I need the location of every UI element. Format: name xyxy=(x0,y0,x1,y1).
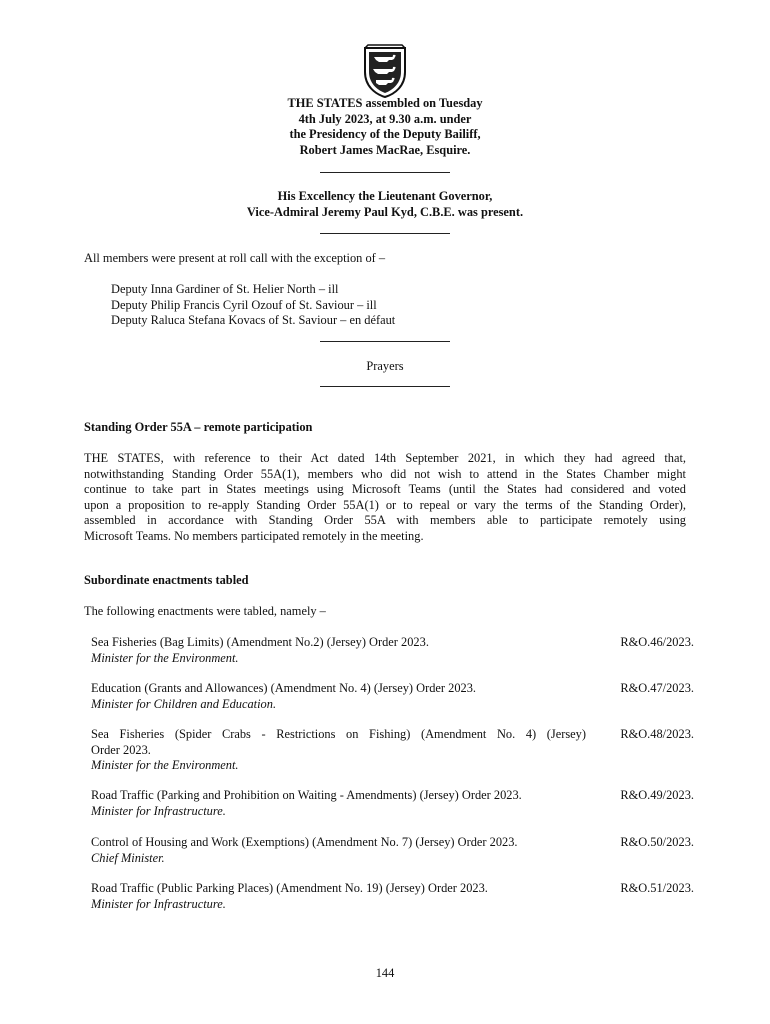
paragraph-line: Microsoft Teams. No members participated remotely in the meeting. xyxy=(84,528,424,543)
enactment-minister: Minister for the Environment. xyxy=(91,650,239,665)
prayers-label: Prayers xyxy=(366,359,404,373)
enactment-ref: R&O.47/2023. xyxy=(620,681,694,695)
enactment-minister: Minister for Infrastructure. xyxy=(91,896,226,911)
enactment-item xyxy=(91,681,694,712)
paragraph-line: notwithstanding Standing Order 55A(1), members who did not wish to attend in the States Chamber might xyxy=(84,466,686,481)
enactments-intro: The following enactments were tabled, namely – xyxy=(84,604,326,618)
jersey-crest-icon xyxy=(361,44,409,98)
header-line-1: THE STATES assembled on Tuesday xyxy=(287,96,483,110)
header-line-4: Robert James MacRae, Esquire. xyxy=(299,142,471,157)
governor-statement xyxy=(0,189,770,220)
enactment-title: Road Traffic (Public Parking Places) (Amendment No. 19) (Jersey) Order 2023. xyxy=(91,881,488,895)
enactment-ref: R&O.51/2023. xyxy=(620,881,694,895)
page-number: 144 xyxy=(375,966,395,980)
session-header xyxy=(0,96,770,158)
roll-call-intro: All members were present at roll call with the exception of – xyxy=(84,251,386,265)
standing-order-heading: Standing Order 55A – remote participation xyxy=(84,420,313,434)
enactment-title: Education (Grants and Allowances) (Amendment No. 4) (Jersey) Order 2023. xyxy=(91,681,477,695)
enactment-item xyxy=(91,727,694,774)
enactment-ref: R&O.48/2023. xyxy=(620,727,694,741)
paragraph-line: assembled in accordance with Standing Order 55A with members able to participate remotely using xyxy=(84,513,686,528)
absentee-item: Deputy Philip Francis Cyril Ozouf of St. Saviour – ill xyxy=(111,297,377,312)
enactment-ref: R&O.49/2023. xyxy=(620,788,694,802)
paragraph-line: upon a proposition to re-apply Standing Order 55A(1) or to repeal or vary the terms of the Standing Order), xyxy=(84,497,686,512)
absentee-list xyxy=(111,282,395,329)
enactment-minister: Minister for Infrastructure. xyxy=(91,803,226,818)
enactment-minister: Chief Minister. xyxy=(91,850,165,865)
enactment-ref: R&O.50/2023. xyxy=(620,835,694,849)
standing-order-paragraph xyxy=(84,451,686,545)
divider-4 xyxy=(320,386,450,387)
enactment-title: Road Traffic (Parking and Prohibition on Waiting - Amendments) (Jersey) Order 2023. xyxy=(91,788,522,802)
enactment-title-continued: Order 2023. xyxy=(91,742,151,757)
divider-2 xyxy=(320,233,450,234)
divider-3 xyxy=(320,341,450,342)
enactment-title: Control of Housing and Work (Exemptions) (Amendment No. 7) (Jersey) Order 2023. xyxy=(91,835,518,849)
enactment-item xyxy=(91,635,694,666)
governor-line-2: Vice-Admiral Jeremy Paul Kyd, C.B.E. was present. xyxy=(246,204,524,219)
header-line-3: the Presidency of the Deputy Bailiff, xyxy=(289,127,481,142)
paragraph-line: continue to take part in States meetings using Microsoft Teams (until the States had considered and voted xyxy=(84,482,686,497)
enactment-item xyxy=(91,881,694,912)
paragraph-line: THE STATES, with reference to their Act dated 14th September 2021, in which they had agreed that, xyxy=(84,451,686,465)
enactment-ref: R&O.46/2023. xyxy=(620,635,694,649)
absentee-item: Deputy Raluca Stefana Kovacs of St. Saviour – en défaut xyxy=(111,313,396,328)
enactment-item xyxy=(91,788,694,819)
enactment-item xyxy=(91,835,694,866)
enactments-heading: Subordinate enactments tabled xyxy=(84,573,249,587)
header-line-2: 4th July 2023, at 9.30 a.m. under xyxy=(298,111,472,126)
absentee-item: Deputy Inna Gardiner of St. Helier North – ill xyxy=(111,282,339,296)
enactment-title: Sea Fisheries (Spider Crabs - Restrictions on Fishing) (Amendment No. 4) (Jersey) xyxy=(91,727,586,741)
enactment-minister: Minister for Children and Education. xyxy=(91,696,277,711)
divider-1 xyxy=(320,172,450,173)
governor-line-1: His Excellency the Lieutenant Governor, xyxy=(277,189,493,203)
enactment-title: Sea Fisheries (Bag Limits) (Amendment No.2) (Jersey) Order 2023. xyxy=(91,635,429,649)
enactment-minister: Minister for the Environment. xyxy=(91,758,239,773)
